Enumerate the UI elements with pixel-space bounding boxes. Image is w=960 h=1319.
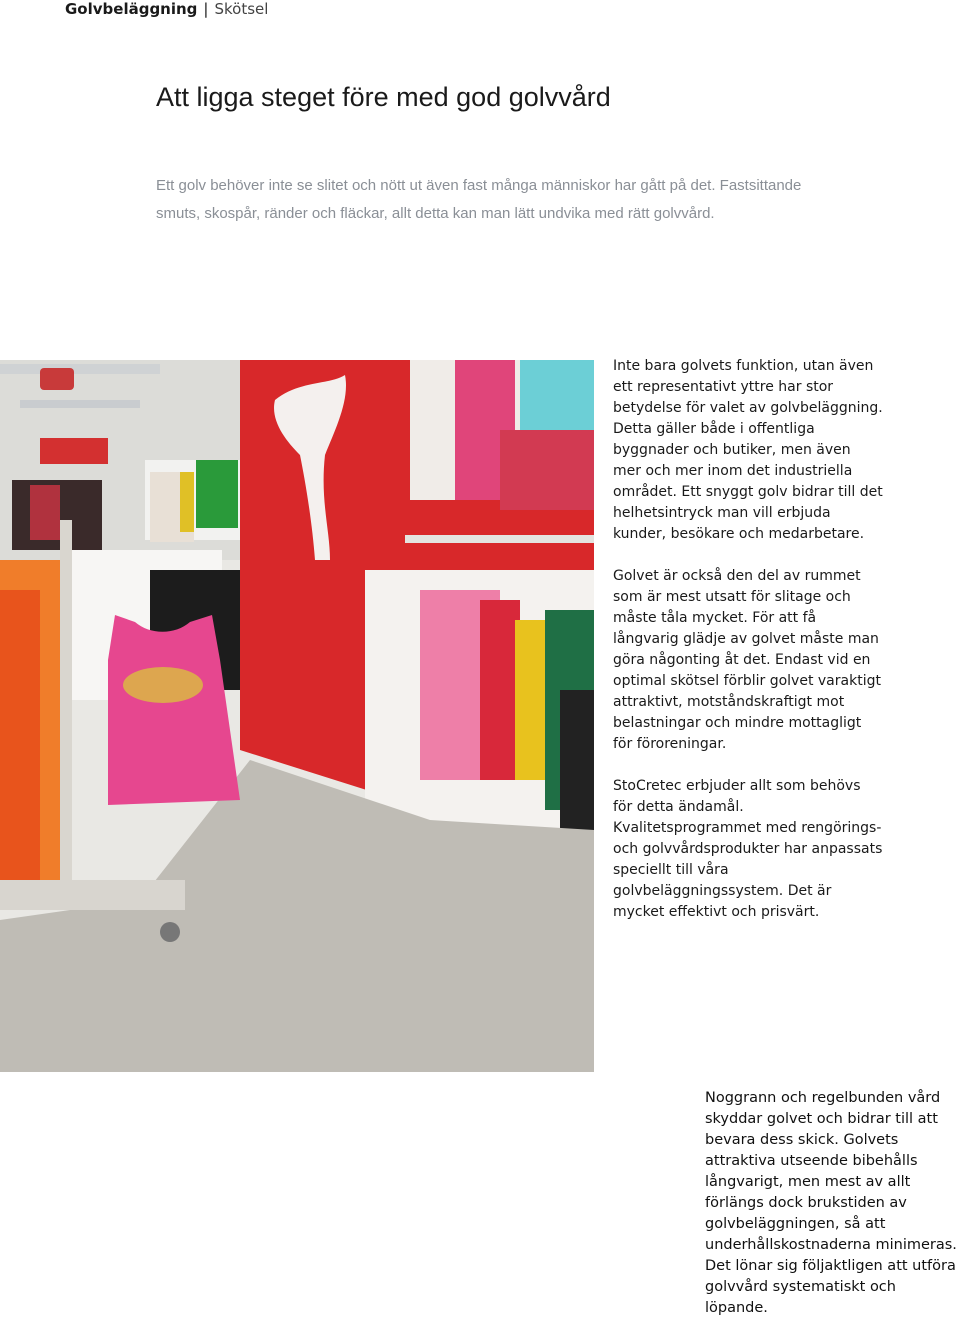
running-header: [65, 0, 268, 20]
header-subsection: Skötsel: [214, 0, 269, 18]
paragraph-2: Golvet är också den del av rummet som är mest utsatt för slitage och måste tåla mycket. För att få långvarig glädje av golvet måste man göra någonting åt det. Endast vid en optimal skötsel förblir golvet varaktigt attraktivt, motståndskraftigt mot belastningar och mindre mottagligt för föroreningar.: [613, 568, 881, 752]
intro-paragraph: Ett golv behöver inte se slitet och nött ut även fast många människor har gått på det. Fastsittande smuts, skospår, ränder och fläckar, allt detta kan man lätt undvika med rätt golvvård.: [156, 177, 802, 222]
callout-paragraph: Noggrann och regelbunden vård skyddar golvet och bidrar till att bevara dess skick. Golvets attraktiva utseende bibehålls långvarigt, men mest av allt förlängs dock brukstiden av golvbeläggningen, så att underhållskostnaderna minimeras. Det lönar sig följaktligen att utföra golvvård systematiskt och löpande.: [705, 1090, 957, 1316]
store-photo: [0, 360, 594, 1072]
paragraph-3: StoCretec erbjuder allt som behövs för detta ändamål. Kvalitetsprogrammet med rengörings- och golvvårdsprodukter har anpassats speciellt till våra golvbeläggningssystem. Det är mycket effektivt och prisvärt.: [613, 778, 883, 920]
main-text-column: [613, 356, 883, 923]
paragraph-1: Inte bara golvets funktion, utan även ett representativt yttre har stor betydelse för valet av golvbeläggning. Detta gäller både i offentliga byggnader och butiker, men även mer och mer inom det industriella området. Ett snyggt golv bidrar till det helhetsintryck man vill erbjuda kunder, besökare och medarbetare.: [613, 358, 883, 542]
page-title: Att ligga steget före med god golvvård: [156, 82, 611, 112]
callout-column: [705, 1088, 960, 1319]
header-separator: |: [203, 0, 209, 18]
header-section: Golvbeläggning: [65, 0, 198, 18]
